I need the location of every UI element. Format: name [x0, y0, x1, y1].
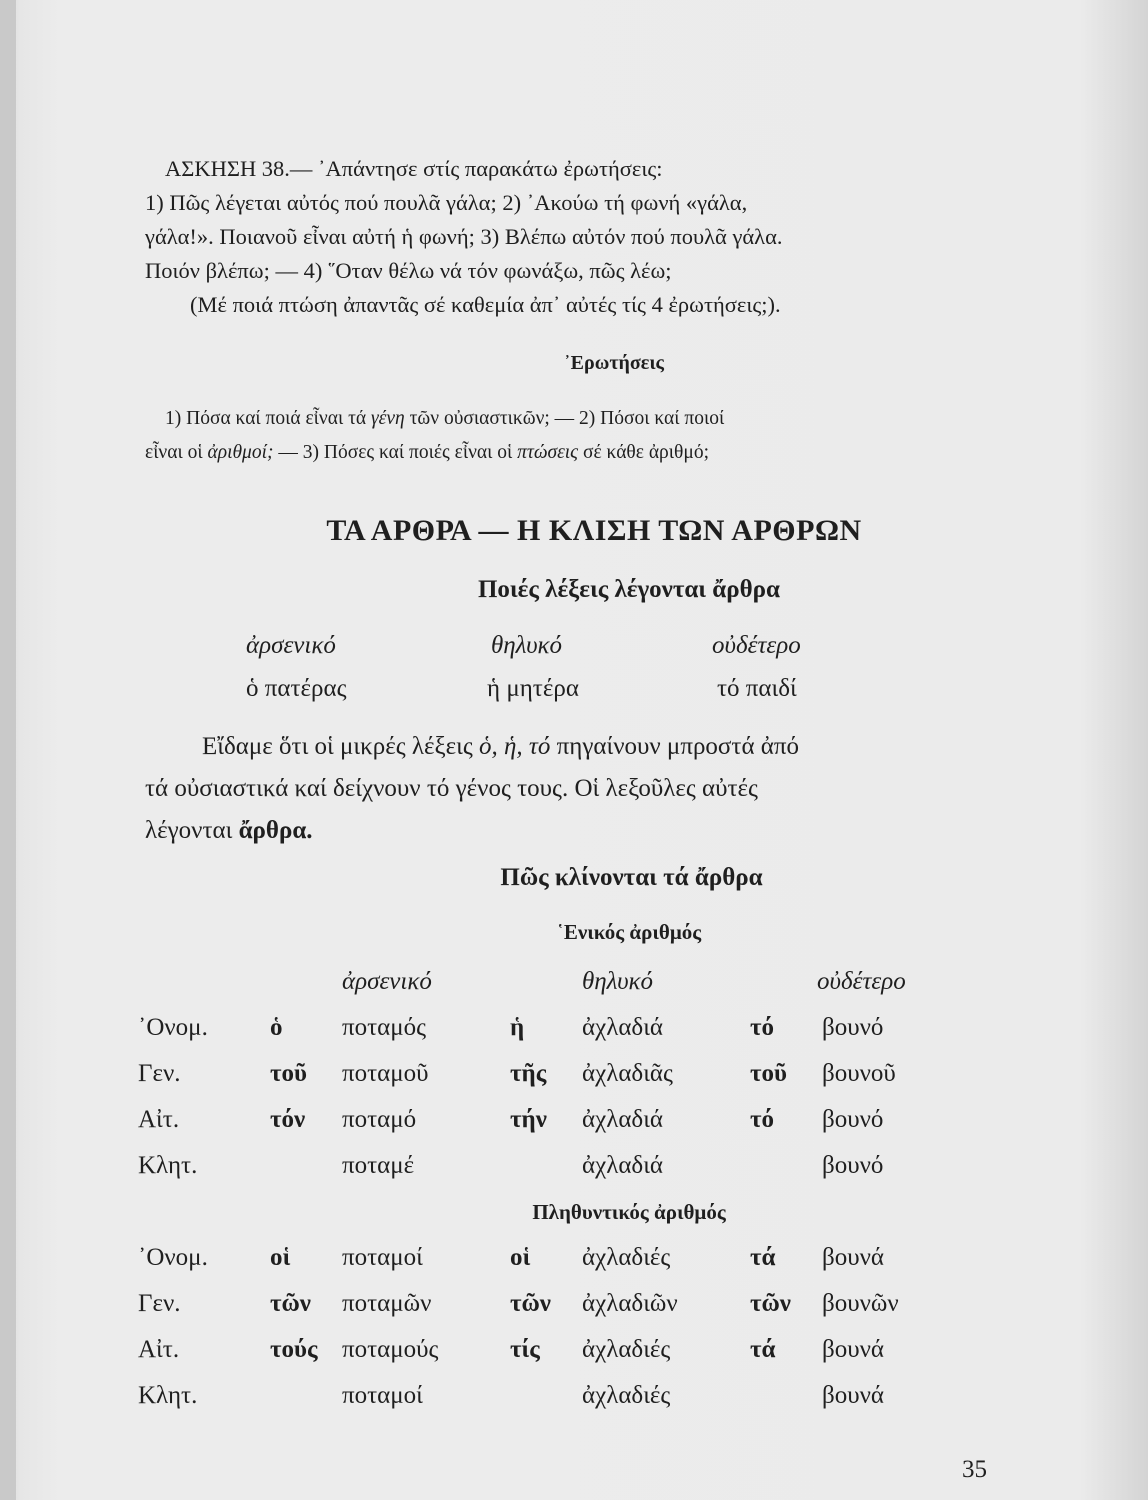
noun-neuter: βουνά	[822, 1382, 884, 1409]
questions-block	[145, 402, 975, 470]
questions-text: σέ κάθε ἀριθμό;	[578, 442, 709, 463]
noun-masculine: ποταμῶν	[342, 1290, 432, 1317]
noun-feminine: ἀχλαδιές	[582, 1382, 671, 1409]
questions-term: πτώσεις	[517, 442, 579, 463]
case-label: ᾿Ονομ.	[138, 1014, 208, 1041]
noun-neuter: βουνοῦ	[822, 1060, 896, 1087]
table-header-neuter: οὐδέτερο	[817, 968, 906, 995]
questions-term: γένη	[371, 408, 405, 429]
noun-masculine: ποταμοί	[342, 1382, 423, 1409]
paragraph-text: πηγαίνουν μπροστά ἀπό	[550, 733, 800, 760]
table-header-masculine: ἀρσενικό	[342, 968, 432, 995]
table-row	[0, 1106, 1148, 1146]
questions-text: — 3) Πόσες καί ποιές εἶναι οἱ	[273, 442, 518, 463]
article-masculine: τῶν	[270, 1290, 311, 1317]
article-feminine: τίς	[510, 1336, 540, 1363]
noun-feminine: ἀχλαδιῶν	[582, 1290, 678, 1317]
noun-feminine: ἀχλαδιά	[582, 1152, 664, 1179]
paragraph-articles: ὁ, ἡ, τό	[479, 733, 551, 760]
paragraph-line: τά οὐσιαστικά καί δείχνουν τό γένος τους. Οἱ λεξοῦλες αὐτές	[145, 775, 758, 802]
questions-line	[145, 402, 975, 436]
gender-label-neuter: οὐδέτερο	[712, 632, 801, 659]
noun-feminine: ἀχλαδιές	[582, 1336, 671, 1363]
table-row	[0, 1014, 1148, 1054]
article-feminine: τῶν	[510, 1290, 551, 1317]
paragraph-text: λέγονται	[145, 817, 239, 844]
noun-neuter: βουνό	[822, 1014, 884, 1041]
noun-neuter: βουνῶν	[822, 1290, 899, 1317]
noun-feminine: ἀχλαδιᾶς	[582, 1060, 673, 1087]
noun-masculine: ποταμέ	[342, 1152, 415, 1179]
example-masculine: ὁ πατέρας	[246, 675, 347, 702]
table-row	[0, 1152, 1148, 1192]
noun-masculine: ποταμό	[342, 1106, 417, 1133]
noun-neuter: βουνό	[822, 1106, 884, 1133]
questions-text: 1) Πόσα καί ποιά εἶναι τά	[165, 408, 371, 429]
article-masculine: ὁ	[270, 1014, 283, 1041]
exercise-line: Ποιόν βλέπω; — 4) ῞Οταν θέλω νά τόν φωνάξω, πῶς λέω;	[145, 258, 672, 283]
articles-paragraph	[145, 726, 975, 852]
noun-neuter: βουνά	[822, 1244, 884, 1271]
table-row	[0, 1244, 1148, 1284]
table-row	[0, 1382, 1148, 1422]
case-label: Αἰτ.	[138, 1336, 180, 1363]
page-number: 35	[962, 1456, 987, 1483]
example-feminine: ἡ μητέρα	[487, 675, 579, 702]
questions-line	[145, 436, 975, 470]
gender-label-feminine: θηλυκό	[491, 632, 563, 659]
table-row	[0, 1290, 1148, 1330]
exercise-block	[145, 152, 975, 322]
article-neuter: τῶν	[750, 1290, 791, 1317]
exercise-line: (Μέ ποιά πτώση ἀπαντᾶς σέ καθεμία ἀπ᾿ αὐτές τίς 4 ἐρωτήσεις;).	[190, 292, 781, 317]
gender-label-masculine: ἀρσενικό	[246, 632, 336, 659]
noun-masculine: ποταμούς	[342, 1336, 439, 1363]
article-feminine: ἡ	[510, 1014, 525, 1041]
article-feminine: οἱ	[510, 1244, 531, 1271]
case-label: Κλητ.	[138, 1152, 198, 1179]
article-masculine: τούς	[270, 1336, 318, 1363]
case-label: ᾿Ονομ.	[138, 1244, 208, 1271]
paragraph-line	[145, 810, 975, 852]
noun-feminine: ἀχλαδιές	[582, 1244, 671, 1271]
article-feminine: τῆς	[510, 1060, 547, 1087]
questions-text: εἶναι οἱ	[145, 442, 208, 463]
plural-heading: Πληθυντικός ἀριθμός	[532, 1200, 726, 1224]
exercise-line: γάλα!». Ποιανοῦ εἶναι αὐτή ἡ φωνή; 3) Βλέπω αὐτόν πού πουλᾶ γάλα.	[145, 224, 783, 249]
article-masculine: τοῦ	[270, 1060, 307, 1087]
noun-neuter: βουνό	[822, 1152, 884, 1179]
subsection-heading: Ποιές λέξεις λέγονται ἄρθρα	[477, 576, 781, 603]
section-title: ΤΑ ΑΡΘΡΑ — Η ΚΛΙΣΗ ΤΩΝ ΑΡΘΡΩΝ	[326, 514, 862, 547]
article-neuter: τά	[750, 1336, 776, 1363]
noun-feminine: ἀχλαδιά	[582, 1106, 664, 1133]
table-row	[0, 1336, 1148, 1376]
article-neuter: τά	[750, 1244, 776, 1271]
article-masculine: τόν	[270, 1106, 306, 1133]
article-neuter: τοῦ	[750, 1060, 787, 1087]
questions-term: ἀριθμοί;	[207, 442, 274, 463]
subsection-heading: Πῶς κλίνονται τά ἄρθρα	[500, 864, 763, 891]
noun-feminine: ἀχλαδιά	[582, 1014, 664, 1041]
table-row	[0, 1060, 1148, 1100]
table-header-feminine: θηλυκό	[582, 968, 654, 995]
article-neuter: τό	[750, 1014, 775, 1041]
case-label: Αἰτ.	[138, 1106, 180, 1133]
noun-masculine: ποταμοί	[342, 1244, 423, 1271]
case-label: Γεν.	[138, 1290, 181, 1317]
questions-heading: ᾿Ερωτήσεις	[564, 352, 664, 374]
article-feminine: τήν	[510, 1106, 547, 1133]
exercise-line: 1) Πῶς λέγεται αὐτός πού πουλᾶ γάλα; 2) ᾿Ακούω τή φωνή «γάλα,	[145, 190, 748, 215]
paragraph-term: ἄρθρα.	[238, 817, 313, 844]
noun-masculine: ποταμοῦ	[342, 1060, 429, 1087]
case-label: Κλητ.	[138, 1382, 198, 1409]
paragraph-line	[145, 726, 975, 768]
example-neuter: τό παιδί	[717, 675, 797, 702]
article-masculine: οἱ	[270, 1244, 291, 1271]
paragraph-text: Εἴδαμε ὅτι οἱ μικρές λέξεις	[202, 733, 480, 760]
exercise-line: ΑΣΚΗΣΗ 38.— ᾿Απάντησε στίς παρακάτω ἐρωτήσεις:	[165, 156, 663, 181]
questions-text: τῶν οὐσιαστικῶν; — 2) Πόσοι καί ποιοί	[404, 408, 725, 429]
singular-heading: ῾Ενικός ἀριθμός	[556, 920, 702, 944]
case-label: Γεν.	[138, 1060, 181, 1087]
article-neuter: τό	[750, 1106, 775, 1133]
noun-masculine: ποταμός	[342, 1014, 427, 1041]
noun-neuter: βουνά	[822, 1336, 884, 1363]
